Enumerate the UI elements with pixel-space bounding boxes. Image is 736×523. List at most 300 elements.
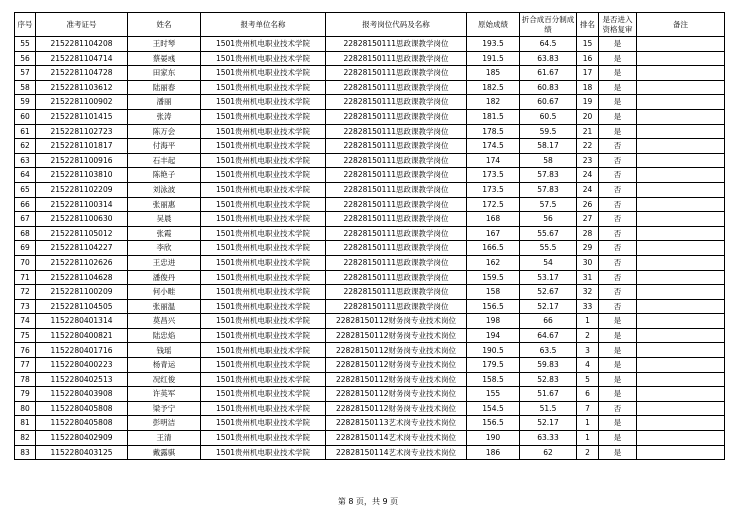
- cell-raw-score: 168: [467, 212, 520, 227]
- cell-note: [637, 285, 725, 300]
- cell-seq: 69: [15, 241, 36, 256]
- cell-rank: 15: [577, 37, 599, 52]
- cell-name: 杨青运: [128, 358, 201, 373]
- cell-note: [637, 387, 725, 402]
- cell-raw-score: 173.5: [467, 168, 520, 183]
- cell-ticket: 2152281103810: [36, 168, 128, 183]
- cell-name: 陈万会: [128, 124, 201, 139]
- cell-qualify: 是: [599, 431, 637, 446]
- header-rank: 排名: [577, 13, 599, 37]
- table-row: [15, 416, 725, 431]
- cell-unit: 1501贵州机电职业技术学院: [201, 80, 326, 95]
- cell-name: 石丰起: [128, 153, 201, 168]
- cell-rank: 5: [577, 372, 599, 387]
- table-row: [15, 182, 725, 197]
- cell-post: 22828150111思政课教学岗位: [326, 270, 467, 285]
- cell-percent-score: 55.67: [520, 226, 577, 241]
- cell-name: 李欣: [128, 241, 201, 256]
- table-row: [15, 37, 725, 52]
- cell-qualify: 是: [599, 416, 637, 431]
- cell-raw-score: 182: [467, 95, 520, 110]
- cell-qualify: 是: [599, 37, 637, 52]
- cell-name: 王忠进: [128, 255, 201, 270]
- cell-percent-score: 51.5: [520, 401, 577, 416]
- cell-seq: 74: [15, 314, 36, 329]
- header-seq: 序号: [15, 13, 36, 37]
- cell-qualify: 是: [599, 51, 637, 66]
- cell-percent-score: 56: [520, 212, 577, 227]
- cell-ticket: 2152281100314: [36, 197, 128, 212]
- cell-raw-score: 173.5: [467, 182, 520, 197]
- cell-rank: 1: [577, 431, 599, 446]
- cell-raw-score: 186: [467, 445, 520, 460]
- cell-ticket: 1152280401716: [36, 343, 128, 358]
- cell-ticket: 2152281101817: [36, 139, 128, 154]
- cell-note: [637, 66, 725, 81]
- cell-post: 22828150111思政课教学岗位: [326, 51, 467, 66]
- table-row: [15, 80, 725, 95]
- cell-post: 22828150112财务岗专业技术岗位: [326, 387, 467, 402]
- cell-name: 戴露骐: [128, 445, 201, 460]
- cell-qualify: 否: [599, 168, 637, 183]
- cell-ticket: 1152280402909: [36, 431, 128, 446]
- cell-unit: 1501贵州机电职业技术学院: [201, 431, 326, 446]
- cell-note: [637, 401, 725, 416]
- cell-name: 莫昌兴: [128, 314, 201, 329]
- cell-unit: 1501贵州机电职业技术学院: [201, 226, 326, 241]
- cell-raw-score: 156.5: [467, 299, 520, 314]
- cell-raw-score: 159.5: [467, 270, 520, 285]
- cell-percent-score: 54: [520, 255, 577, 270]
- cell-percent-score: 62: [520, 445, 577, 460]
- page-footer: [0, 496, 736, 507]
- cell-unit: 1501贵州机电职业技术学院: [201, 139, 326, 154]
- cell-unit: 1501贵州机电职业技术学院: [201, 343, 326, 358]
- cell-qualify: 否: [599, 299, 637, 314]
- cell-raw-score: 166.5: [467, 241, 520, 256]
- cell-raw-score: 185: [467, 66, 520, 81]
- cell-name: 张霞: [128, 226, 201, 241]
- cell-post: 22828150111思政课教学岗位: [326, 95, 467, 110]
- cell-raw-score: 162: [467, 255, 520, 270]
- cell-unit: 1501贵州机电职业技术学院: [201, 285, 326, 300]
- cell-name: 张丽温: [128, 299, 201, 314]
- cell-qualify: 否: [599, 182, 637, 197]
- cell-raw-score: 154.5: [467, 401, 520, 416]
- cell-rank: 22: [577, 139, 599, 154]
- cell-qualify: 是: [599, 80, 637, 95]
- cell-seq: 57: [15, 66, 36, 81]
- cell-rank: 32: [577, 285, 599, 300]
- cell-unit: 1501贵州机电职业技术学院: [201, 153, 326, 168]
- table-row: [15, 343, 725, 358]
- cell-rank: 28: [577, 226, 599, 241]
- cell-qualify: 是: [599, 358, 637, 373]
- cell-percent-score: 60.83: [520, 80, 577, 95]
- cell-unit: 1501贵州机电职业技术学院: [201, 387, 326, 402]
- page-number-text: 第 8 页，共 9 页: [337, 497, 399, 506]
- cell-percent-score: 64.5: [520, 37, 577, 52]
- cell-post: 22828150111思政课教学岗位: [326, 197, 467, 212]
- cell-name: 潘丽: [128, 95, 201, 110]
- cell-raw-score: 158: [467, 285, 520, 300]
- cell-rank: 16: [577, 51, 599, 66]
- cell-post: 22828150111思政课教学岗位: [326, 124, 467, 139]
- cell-unit: 1501贵州机电职业技术学院: [201, 212, 326, 227]
- table-row: [15, 372, 725, 387]
- cell-unit: 1501贵州机电职业技术学院: [201, 358, 326, 373]
- cell-raw-score: 193.5: [467, 37, 520, 52]
- cell-ticket: 2152281104714: [36, 51, 128, 66]
- table-row: [15, 226, 725, 241]
- cell-name: 彭明洁: [128, 416, 201, 431]
- cell-percent-score: 52.83: [520, 372, 577, 387]
- cell-seq: 58: [15, 80, 36, 95]
- cell-unit: 1501贵州机电职业技术学院: [201, 37, 326, 52]
- cell-note: [637, 241, 725, 256]
- cell-rank: 18: [577, 80, 599, 95]
- cell-seq: 76: [15, 343, 36, 358]
- cell-note: [637, 358, 725, 373]
- cell-qualify: 否: [599, 285, 637, 300]
- table-row: [15, 314, 725, 329]
- table-row: [15, 270, 725, 285]
- table-body: [15, 37, 725, 460]
- cell-rank: 33: [577, 299, 599, 314]
- cell-percent-score: 64.67: [520, 328, 577, 343]
- cell-name: 陆忠焰: [128, 328, 201, 343]
- cell-rank: 24: [577, 168, 599, 183]
- cell-seq: 56: [15, 51, 36, 66]
- cell-note: [637, 153, 725, 168]
- cell-raw-score: 190: [467, 431, 520, 446]
- cell-note: [637, 168, 725, 183]
- cell-name: 陈艳子: [128, 168, 201, 183]
- cell-rank: 7: [577, 401, 599, 416]
- cell-ticket: 2152281104227: [36, 241, 128, 256]
- cell-post: 22828150112财务岗专业技术岗位: [326, 358, 467, 373]
- cell-unit: 1501贵州机电职业技术学院: [201, 124, 326, 139]
- cell-unit: 1501贵州机电职业技术学院: [201, 51, 326, 66]
- cell-raw-score: 158.5: [467, 372, 520, 387]
- cell-qualify: 是: [599, 328, 637, 343]
- cell-raw-score: 174: [467, 153, 520, 168]
- cell-seq: 68: [15, 226, 36, 241]
- cell-percent-score: 63.5: [520, 343, 577, 358]
- table-row: [15, 124, 725, 139]
- header-unit: 报考单位名称: [201, 13, 326, 37]
- cell-name: 蔡晏彧: [128, 51, 201, 66]
- cell-unit: 1501贵州机电职业技术学院: [201, 416, 326, 431]
- cell-name: 王清: [128, 431, 201, 446]
- header-qualify: 是否进入资格复审: [599, 13, 637, 37]
- cell-raw-score: 182.5: [467, 80, 520, 95]
- cell-raw-score: 172.5: [467, 197, 520, 212]
- cell-ticket: 2152281105012: [36, 226, 128, 241]
- cell-name: 许英军: [128, 387, 201, 402]
- cell-seq: 73: [15, 299, 36, 314]
- cell-note: [637, 182, 725, 197]
- cell-ticket: 2152281104628: [36, 270, 128, 285]
- results-table: [14, 12, 725, 460]
- header-note: 备注: [637, 13, 725, 37]
- table-row: [15, 358, 725, 373]
- cell-rank: 1: [577, 314, 599, 329]
- cell-note: [637, 95, 725, 110]
- cell-ticket: 2152281102626: [36, 255, 128, 270]
- cell-ticket: 2152281100902: [36, 95, 128, 110]
- table-row: [15, 401, 725, 416]
- cell-post: 22828150111思政课教学岗位: [326, 37, 467, 52]
- cell-unit: 1501贵州机电职业技术学院: [201, 270, 326, 285]
- cell-qualify: 是: [599, 109, 637, 124]
- cell-percent-score: 60.67: [520, 95, 577, 110]
- cell-post: 22828150114艺术岗专业技术岗位: [326, 431, 467, 446]
- cell-seq: 67: [15, 212, 36, 227]
- header-percent-score: 折合成百分制成绩: [520, 13, 577, 37]
- cell-unit: 1501贵州机电职业技术学院: [201, 109, 326, 124]
- cell-raw-score: 156.5: [467, 416, 520, 431]
- cell-seq: 78: [15, 372, 36, 387]
- cell-unit: 1501贵州机电职业技术学院: [201, 372, 326, 387]
- cell-qualify: 是: [599, 387, 637, 402]
- cell-ticket: 2152281100209: [36, 285, 128, 300]
- cell-rank: 4: [577, 358, 599, 373]
- table-row: [15, 139, 725, 154]
- cell-note: [637, 124, 725, 139]
- cell-raw-score: 181.5: [467, 109, 520, 124]
- cell-name: 田家东: [128, 66, 201, 81]
- cell-ticket: 2152281103612: [36, 80, 128, 95]
- cell-note: [637, 299, 725, 314]
- cell-seq: 65: [15, 182, 36, 197]
- cell-ticket: 2152281104728: [36, 66, 128, 81]
- cell-unit: 1501贵州机电职业技术学院: [201, 66, 326, 81]
- cell-name: 何小畦: [128, 285, 201, 300]
- cell-seq: 61: [15, 124, 36, 139]
- cell-post: 22828150111思政课教学岗位: [326, 255, 467, 270]
- cell-percent-score: 53.17: [520, 270, 577, 285]
- cell-unit: 1501贵州机电职业技术学院: [201, 314, 326, 329]
- cell-raw-score: 191.5: [467, 51, 520, 66]
- cell-rank: 2: [577, 328, 599, 343]
- cell-name: 张丽惠: [128, 197, 201, 212]
- cell-qualify: 是: [599, 343, 637, 358]
- cell-seq: 80: [15, 401, 36, 416]
- cell-rank: 20: [577, 109, 599, 124]
- table-row: [15, 153, 725, 168]
- cell-post: 22828150112财务岗专业技术岗位: [326, 314, 467, 329]
- table-row: [15, 241, 725, 256]
- cell-rank: 31: [577, 270, 599, 285]
- cell-name: 刘泳波: [128, 182, 201, 197]
- cell-seq: 70: [15, 255, 36, 270]
- cell-unit: 1501贵州机电职业技术学院: [201, 168, 326, 183]
- cell-percent-score: 57.5: [520, 197, 577, 212]
- cell-note: [637, 197, 725, 212]
- cell-name: 付海平: [128, 139, 201, 154]
- cell-note: [637, 226, 725, 241]
- cell-seq: 60: [15, 109, 36, 124]
- cell-ticket: 2152281104208: [36, 37, 128, 52]
- cell-post: 22828150111思政课教学岗位: [326, 285, 467, 300]
- cell-unit: 1501贵州机电职业技术学院: [201, 445, 326, 460]
- cell-qualify: 是: [599, 66, 637, 81]
- cell-seq: 82: [15, 431, 36, 446]
- cell-post: 22828150112财务岗专业技术岗位: [326, 372, 467, 387]
- cell-qualify: 否: [599, 226, 637, 241]
- table-row: [15, 51, 725, 66]
- cell-seq: 62: [15, 139, 36, 154]
- cell-name: 张涛: [128, 109, 201, 124]
- cell-percent-score: 58: [520, 153, 577, 168]
- cell-note: [637, 109, 725, 124]
- cell-post: 22828150111思政课教学岗位: [326, 212, 467, 227]
- cell-post: 22828150112财务岗专业技术岗位: [326, 401, 467, 416]
- cell-note: [637, 416, 725, 431]
- cell-qualify: 是: [599, 95, 637, 110]
- cell-qualify: 否: [599, 270, 637, 285]
- cell-unit: 1501贵州机电职业技术学院: [201, 328, 326, 343]
- cell-rank: 6: [577, 387, 599, 402]
- cell-post: 22828150111思政课教学岗位: [326, 299, 467, 314]
- cell-rank: 24: [577, 182, 599, 197]
- cell-ticket: 2152281102209: [36, 182, 128, 197]
- cell-percent-score: 52.17: [520, 416, 577, 431]
- cell-raw-score: 190.5: [467, 343, 520, 358]
- cell-percent-score: 55.5: [520, 241, 577, 256]
- cell-raw-score: 194: [467, 328, 520, 343]
- table-row: [15, 197, 725, 212]
- cell-rank: 30: [577, 255, 599, 270]
- cell-rank: 2: [577, 445, 599, 460]
- cell-rank: 23: [577, 153, 599, 168]
- cell-seq: 77: [15, 358, 36, 373]
- cell-name: 况红俊: [128, 372, 201, 387]
- cell-ticket: 1152280401314: [36, 314, 128, 329]
- cell-raw-score: 198: [467, 314, 520, 329]
- cell-rank: 29: [577, 241, 599, 256]
- cell-qualify: 否: [599, 153, 637, 168]
- cell-seq: 64: [15, 168, 36, 183]
- cell-unit: 1501贵州机电职业技术学院: [201, 197, 326, 212]
- cell-seq: 83: [15, 445, 36, 460]
- cell-qualify: 是: [599, 124, 637, 139]
- cell-seq: 66: [15, 197, 36, 212]
- cell-raw-score: 155: [467, 387, 520, 402]
- cell-rank: 1: [577, 416, 599, 431]
- cell-seq: 79: [15, 387, 36, 402]
- cell-percent-score: 66: [520, 314, 577, 329]
- cell-post: 22828150112财务岗专业技术岗位: [326, 343, 467, 358]
- cell-seq: 71: [15, 270, 36, 285]
- cell-ticket: 1152280400821: [36, 328, 128, 343]
- table-row: [15, 109, 725, 124]
- cell-qualify: 否: [599, 197, 637, 212]
- cell-post: 22828150111思政课教学岗位: [326, 182, 467, 197]
- header-ticket: 准考证号: [36, 13, 128, 37]
- cell-percent-score: 58.17: [520, 139, 577, 154]
- cell-rank: 21: [577, 124, 599, 139]
- cell-raw-score: 167: [467, 226, 520, 241]
- cell-ticket: 1152280405808: [36, 416, 128, 431]
- cell-post: 22828150111思政课教学岗位: [326, 80, 467, 95]
- cell-ticket: 2152281101415: [36, 109, 128, 124]
- table-row: [15, 212, 725, 227]
- cell-percent-score: 63.83: [520, 51, 577, 66]
- table-row: [15, 387, 725, 402]
- cell-rank: 17: [577, 66, 599, 81]
- cell-ticket: 2152281100630: [36, 212, 128, 227]
- cell-name: 陆丽春: [128, 80, 201, 95]
- cell-post: 22828150111思政课教学岗位: [326, 109, 467, 124]
- table-row: [15, 285, 725, 300]
- cell-post: 22828150111思政课教学岗位: [326, 153, 467, 168]
- cell-post: 22828150111思政课教学岗位: [326, 226, 467, 241]
- cell-name: 钱瑶: [128, 343, 201, 358]
- cell-percent-score: 60.5: [520, 109, 577, 124]
- cell-qualify: 否: [599, 139, 637, 154]
- cell-unit: 1501贵州机电职业技术学院: [201, 255, 326, 270]
- table-row: [15, 168, 725, 183]
- cell-name: 潘俊丹: [128, 270, 201, 285]
- cell-raw-score: 179.5: [467, 358, 520, 373]
- cell-note: [637, 431, 725, 446]
- cell-percent-score: 52.67: [520, 285, 577, 300]
- cell-ticket: 2152281100916: [36, 153, 128, 168]
- cell-rank: 26: [577, 197, 599, 212]
- cell-rank: 3: [577, 343, 599, 358]
- cell-unit: 1501贵州机电职业技术学院: [201, 241, 326, 256]
- cell-note: [637, 80, 725, 95]
- cell-post: 22828150113艺术岗专业技术岗位: [326, 416, 467, 431]
- cell-qualify: 否: [599, 401, 637, 416]
- table-row: [15, 431, 725, 446]
- cell-raw-score: 174.5: [467, 139, 520, 154]
- table-row: [15, 445, 725, 460]
- cell-name: 梁予宁: [128, 401, 201, 416]
- cell-seq: 59: [15, 95, 36, 110]
- cell-percent-score: 57.83: [520, 168, 577, 183]
- cell-qualify: 否: [599, 212, 637, 227]
- cell-percent-score: 61.67: [520, 66, 577, 81]
- cell-qualify: 否: [599, 241, 637, 256]
- cell-note: [637, 343, 725, 358]
- cell-ticket: 2152281102723: [36, 124, 128, 139]
- cell-post: 22828150114艺术岗专业技术岗位: [326, 445, 467, 460]
- cell-ticket: 1152280400223: [36, 358, 128, 373]
- cell-ticket: 2152281104505: [36, 299, 128, 314]
- cell-rank: 27: [577, 212, 599, 227]
- cell-name: 吴晨: [128, 212, 201, 227]
- cell-unit: 1501贵州机电职业技术学院: [201, 401, 326, 416]
- cell-note: [637, 445, 725, 460]
- cell-seq: 75: [15, 328, 36, 343]
- cell-qualify: 是: [599, 372, 637, 387]
- cell-note: [637, 139, 725, 154]
- cell-percent-score: 57.83: [520, 182, 577, 197]
- cell-name: 王时琴: [128, 37, 201, 52]
- cell-note: [637, 328, 725, 343]
- table-row: [15, 95, 725, 110]
- cell-seq: 72: [15, 285, 36, 300]
- cell-seq: 81: [15, 416, 36, 431]
- cell-qualify: 是: [599, 445, 637, 460]
- cell-percent-score: 63.33: [520, 431, 577, 446]
- cell-seq: 55: [15, 37, 36, 52]
- cell-post: 22828150111思政课教学岗位: [326, 139, 467, 154]
- cell-note: [637, 51, 725, 66]
